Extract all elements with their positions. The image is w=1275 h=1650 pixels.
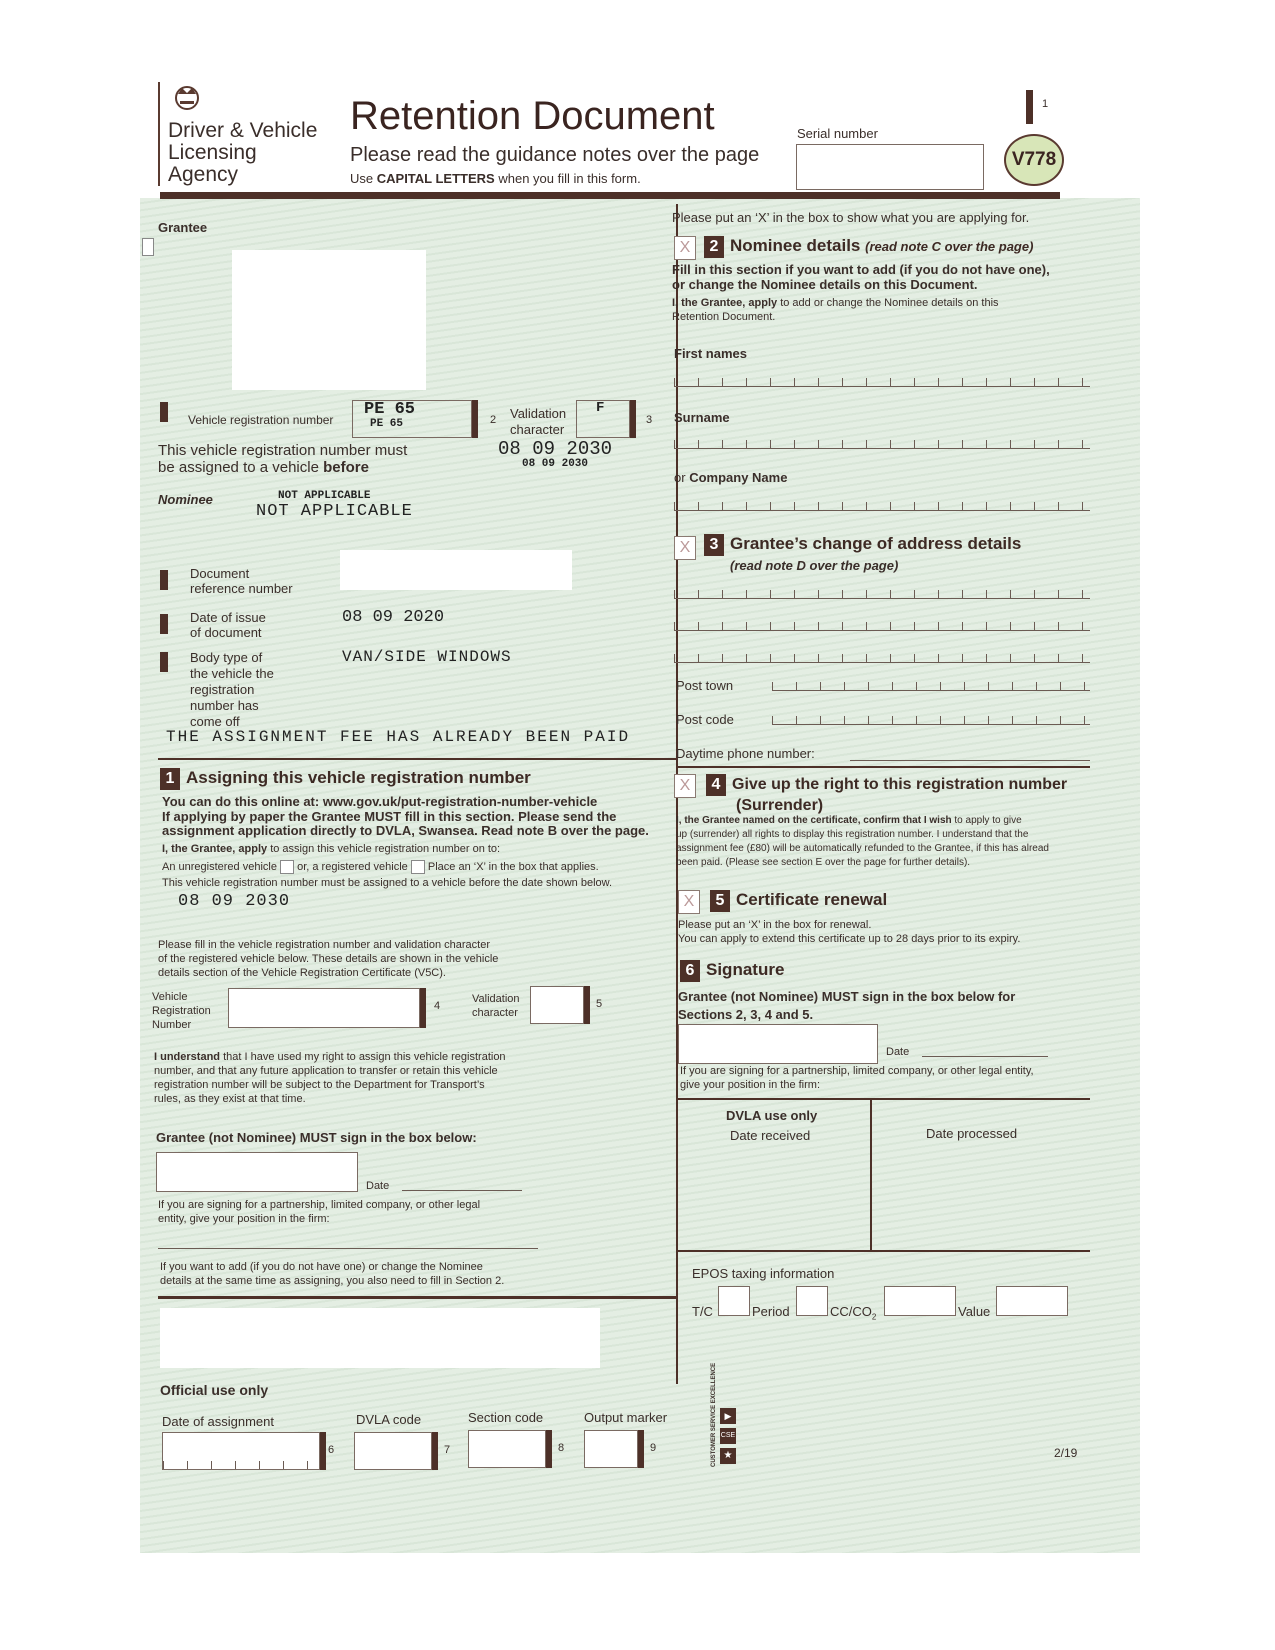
- section5-number: 5: [710, 890, 730, 912]
- box-number-3: 3: [646, 414, 653, 426]
- new-val-field[interactable]: [530, 986, 584, 1024]
- before-line-2-text: be assigned to a vehicle: [158, 459, 319, 476]
- section-code-label: Section code: [468, 1410, 544, 1425]
- dvla-code-end: [432, 1432, 438, 1470]
- agency-name: [168, 120, 317, 186]
- section4-title-2: (Surrender): [736, 797, 824, 814]
- post-town-label: Post town: [676, 678, 734, 693]
- capitals-note: [350, 171, 641, 186]
- post-code-field[interactable]: [772, 708, 1090, 725]
- page-subtitle: Please read the guidance notes over the page: [350, 144, 760, 166]
- value-field[interactable]: [996, 1286, 1068, 1316]
- cse-play-icon: ▶: [720, 1408, 736, 1424]
- section6-date-line[interactable]: [922, 1056, 1048, 1057]
- docref-label-2: reference number: [190, 581, 293, 596]
- cc-label: [830, 1304, 876, 1322]
- nominee-value: NOT APPLICABLE: [256, 502, 413, 521]
- post-town-field[interactable]: [772, 674, 1090, 691]
- phone-label: Daytime phone number:: [676, 746, 815, 761]
- section2-apply: [672, 296, 999, 324]
- before-text: [158, 442, 407, 476]
- box-number-4: 4: [434, 1000, 441, 1012]
- section2-apply-1: [672, 296, 999, 310]
- body-label-5: come off: [190, 714, 240, 729]
- section4-line-1: [676, 814, 1049, 828]
- capitals-bold: CAPITAL LETTERS: [376, 171, 495, 186]
- section1-position-line[interactable]: [158, 1248, 538, 1249]
- left-rule-2: [158, 1296, 676, 1299]
- date-received-label: Date received: [730, 1128, 811, 1143]
- official-redacted: [160, 1308, 600, 1368]
- understand-line-3: registration number will be subject to the Department for Transport’s: [154, 1079, 485, 1091]
- section1-partner-1: If you are signing for a partnership, limited company, or other legal: [158, 1199, 481, 1211]
- nominee-note-1: If you want to add (if you do not have one) or change the Nominee: [160, 1261, 483, 1273]
- right-rule-1: [676, 766, 1090, 768]
- date-assign-end: [320, 1432, 326, 1470]
- new-val-label: [472, 992, 520, 1020]
- docref-label: [190, 566, 293, 596]
- tc-label: T/C: [692, 1304, 713, 1319]
- understand-line-4: rules, as they exist at that time.: [154, 1093, 306, 1105]
- official-title: Official use only: [160, 1382, 269, 1398]
- page-title: Retention Document: [350, 94, 715, 138]
- cse-text: CUSTOMER SERVICE EXCELLENCE: [711, 1362, 717, 1467]
- section1-date-line[interactable]: [402, 1190, 522, 1191]
- company-prefix: or: [674, 470, 686, 485]
- new-vrn-label-1: Vehicle: [152, 991, 188, 1003]
- tc-field[interactable]: [718, 1286, 750, 1316]
- output-marker-end: [638, 1430, 644, 1468]
- section5-title: Certificate renewal: [736, 890, 888, 909]
- agency-line-2: Licensing: [168, 141, 257, 164]
- vrn-label: Vehicle registration number: [188, 413, 334, 427]
- body-value: VAN/SIDE WINDOWS: [342, 648, 512, 666]
- before-line-1: This vehicle registration number must: [158, 442, 408, 459]
- box-number-2: 2: [490, 414, 497, 426]
- date-assign-field[interactable]: [162, 1432, 320, 1470]
- section1-apply-rest: to assign this vehicle registration number on to:: [270, 843, 501, 855]
- section3-note: (read note D over the page): [730, 558, 899, 573]
- new-val-end: [584, 986, 590, 1024]
- right-intro: Please put an ‘X’ in the box to show what you are applying for.: [672, 210, 1030, 225]
- body-label-4: number has: [190, 698, 259, 713]
- section6-text: [678, 988, 1015, 1024]
- box-number-8: 8: [558, 1442, 565, 1454]
- dvla-code-field[interactable]: [354, 1432, 432, 1470]
- section6-partner-2: give your position in the firm:: [680, 1079, 821, 1091]
- form-code: V778: [1011, 149, 1057, 170]
- fill-line-2: of the registered vehicle below. These details are shown in the vehicle: [158, 953, 499, 965]
- section1-apply: [162, 842, 500, 856]
- body-label-1: Body type of: [190, 650, 263, 665]
- section1-partner-2: entity, give your position in the firm:: [158, 1213, 330, 1225]
- section6-line-2: Sections 2, 3, 4 and 5.: [678, 1007, 814, 1022]
- section-code-end: [546, 1430, 552, 1468]
- company-field[interactable]: [674, 494, 1090, 511]
- body-label-3: registration: [190, 682, 255, 697]
- phone-field[interactable]: [850, 760, 1090, 761]
- body-marker: [160, 652, 168, 672]
- section4-bold: I, the Grantee named on the certificate, confirm that I wish: [676, 815, 952, 826]
- section2-line-2: or change the Nominee details on this Document.: [672, 277, 978, 292]
- page-marker: [1026, 90, 1033, 124]
- new-vrn-label-3: Number: [152, 1019, 192, 1031]
- validation-label-2: character: [510, 422, 565, 437]
- epos-label: EPOS taxing information: [692, 1266, 835, 1281]
- period-label: Period: [752, 1304, 790, 1319]
- serial-number-field[interactable]: [796, 144, 984, 190]
- vrn-box-end: [472, 400, 478, 438]
- section1-number: 1: [160, 768, 180, 790]
- cse-star-icon: ★: [720, 1448, 736, 1464]
- validation-label-1: Validation: [510, 406, 567, 421]
- section4-title-1: Give up the right to this registration number: [732, 776, 1068, 793]
- dvla-use-divider: [870, 1100, 872, 1250]
- section1-paper-1: If applying by paper the Grantee MUST fill in this section. Please send the: [162, 809, 617, 824]
- left-rule-1: [158, 758, 676, 760]
- section2-note: (read note C over the page): [865, 239, 1034, 254]
- section3-number: 3: [704, 534, 724, 556]
- section4-line-2: up (surrender) all rights to display this registration number. I understand that the: [676, 829, 1029, 840]
- epos-rule: [676, 1250, 1090, 1252]
- output-marker-label: Output marker: [584, 1410, 668, 1425]
- grantee-checkbox: [142, 238, 154, 256]
- first-names-field[interactable]: [674, 370, 1090, 387]
- box-number-6: 6: [328, 1444, 335, 1456]
- section1-date-label: Date: [366, 1180, 390, 1192]
- grantee-address-redacted: [232, 250, 426, 390]
- section1-heading: [160, 768, 531, 790]
- new-vrn-field[interactable]: [228, 988, 420, 1028]
- section1-sign-label: Grantee (not Nominee) MUST sign in the box below:: [156, 1130, 477, 1145]
- section6-line-1: Grantee (not Nominee) MUST sign in the box below for: [678, 989, 1016, 1004]
- section1-title: Assigning this vehicle registration number: [186, 768, 531, 787]
- section1-paper: [162, 810, 649, 838]
- section6-partner-1: If you are signing for a partnership, limited company, or other legal entity,: [680, 1065, 1034, 1077]
- section6-date-label: Date: [886, 1046, 910, 1058]
- section1-apply-bold: I, the Grantee, apply: [162, 843, 268, 855]
- nominee-value-small: NOT APPLICABLE: [278, 490, 371, 502]
- vrn-value-small: PE 65: [370, 418, 404, 430]
- section6-title: Signature: [706, 960, 785, 979]
- first-names-label: First names: [674, 346, 747, 361]
- docref-marker: [160, 570, 168, 590]
- section2-apply-2: Retention Document.: [672, 311, 776, 323]
- validation-box-end: [630, 400, 636, 438]
- new-vrn-end: [420, 988, 426, 1028]
- new-val-label-2: character: [472, 1007, 518, 1019]
- before-date-small: 08 09 2030: [522, 458, 589, 470]
- issue-label: [190, 610, 266, 640]
- section4-number: 4: [706, 774, 726, 796]
- registered-checkbox[interactable]: [411, 860, 425, 874]
- crown-logo: [170, 84, 204, 112]
- section5-x: X: [683, 893, 695, 910]
- dvla-use-title: DVLA use only: [726, 1108, 818, 1123]
- section3-heading: [704, 534, 1021, 556]
- section2-title: Nominee details: [730, 236, 861, 255]
- validation-value: F: [596, 400, 605, 416]
- body-label-2: the vehicle the: [190, 666, 274, 681]
- vrn-value: PE 65: [364, 400, 416, 419]
- section1-online: You can do this online at: www.gov.uk/put-registration-number-vehicle: [162, 794, 598, 809]
- section4-x: X: [679, 777, 691, 794]
- section2-line-1: Fill in this section if you want to add (if you do not have one),: [672, 262, 1050, 277]
- agency-line-1: Driver & Vehicle: [168, 119, 318, 142]
- section5-line-1: Please put an ‘X’ in the box for renewal.: [678, 919, 872, 931]
- cse-badge: CSE: [720, 1428, 736, 1444]
- section2-text: [672, 262, 1050, 292]
- section5-line-2: You can apply to extend this certificate up to 28 days prior to its expiry.: [678, 933, 1021, 945]
- section5-heading: [710, 890, 887, 912]
- cc-text: CC/CO: [830, 1304, 872, 1319]
- company-label: [674, 470, 787, 485]
- form-code-badge: [1004, 134, 1064, 186]
- grantee-label: Grantee: [158, 220, 208, 235]
- section4-heading: [706, 774, 1067, 815]
- section3-checkbox[interactable]: [674, 536, 696, 560]
- cse-logo: [692, 1362, 744, 1474]
- retention-document-form: [140, 68, 1140, 1553]
- header-rule: [160, 192, 1060, 199]
- issue-label-1: Date of issue: [190, 610, 266, 625]
- address-line-2[interactable]: [674, 614, 1090, 631]
- cc-field[interactable]: [884, 1286, 956, 1316]
- docref-label-1: Document: [190, 566, 250, 581]
- before-bold: before: [323, 459, 369, 476]
- section2-number: 2: [704, 236, 724, 258]
- fee-text: THE ASSIGNMENT FEE HAS ALREADY BEEN PAID: [166, 728, 631, 746]
- section4-line-4: been paid. (Please see section E over the page for further details).: [676, 857, 971, 868]
- serial-label: Serial number: [797, 126, 878, 141]
- section1-signature-field[interactable]: [156, 1152, 358, 1192]
- unregistered-checkbox[interactable]: [280, 860, 294, 874]
- form-version: 2/19: [1054, 1446, 1078, 1460]
- post-code-label: Post code: [676, 712, 734, 727]
- nominee-note-2: details at the same time as assigning, you also need to fill in Section 2.: [160, 1275, 505, 1287]
- nominee-label: Nominee: [158, 492, 213, 507]
- section4-checkbox[interactable]: [674, 774, 696, 798]
- vrn-marker: [160, 402, 168, 422]
- section5-text: [678, 918, 1020, 946]
- dvla-code-label: DVLA code: [356, 1412, 422, 1427]
- section-code-field[interactable]: [468, 1430, 546, 1468]
- body-label: [190, 650, 274, 730]
- new-val-label-1: Validation: [472, 993, 520, 1005]
- page-number: 1: [1042, 98, 1049, 110]
- understand-line-2: number, and that any future application to transfer or retain this vehicle: [154, 1065, 498, 1077]
- output-marker-field[interactable]: [584, 1430, 638, 1468]
- period-field[interactable]: [796, 1286, 828, 1316]
- new-vrn-label-2: Registration: [152, 1005, 211, 1017]
- section6-number: 6: [680, 960, 700, 982]
- understand-bold: I understand: [154, 1051, 221, 1063]
- section2-heading: [704, 236, 1033, 258]
- section4-rest: to apply to give: [954, 815, 1022, 826]
- section1-choice: [162, 860, 599, 874]
- address-line-1[interactable]: [674, 582, 1090, 599]
- issue-value: 08 09 2020: [342, 608, 445, 627]
- fill-line-1: Please fill in the vehicle registration number and validation character: [158, 939, 491, 951]
- registered-label: or, a registered vehicle: [297, 861, 408, 873]
- section4-text: [676, 814, 1049, 870]
- section1-paper-2: assignment application directly to DVLA, Swansea. Read note B over the page.: [162, 823, 649, 838]
- section6-signature-field[interactable]: [678, 1024, 878, 1064]
- issue-label-2: of document: [190, 625, 262, 640]
- address-line-3[interactable]: [674, 646, 1090, 663]
- section2-apply-bold: I, the Grantee, apply: [672, 297, 778, 309]
- dvla-use-rule: [676, 1098, 1090, 1100]
- section2-apply-rest: to add or change the Nominee details on this: [780, 297, 999, 309]
- company-bold: Company Name: [689, 470, 788, 485]
- agency-divider: [158, 82, 160, 186]
- box-number-7: 7: [444, 1444, 451, 1456]
- fill-line-3: details section of the Vehicle Registration Certificate (V5C).: [158, 967, 446, 979]
- section1-nominee-note: [160, 1260, 504, 1288]
- date-processed-label: Date processed: [926, 1126, 1018, 1141]
- section5-checkbox[interactable]: [678, 890, 700, 914]
- cc-sub: 2: [871, 1312, 877, 1322]
- surname-label: Surname: [674, 410, 730, 425]
- section6-partner: [680, 1064, 1034, 1092]
- new-vrn-label: [152, 990, 211, 1032]
- issue-marker: [160, 614, 168, 634]
- capitals-suffix: when you fill in this form.: [498, 171, 641, 186]
- capitals-prefix: Use: [350, 171, 374, 186]
- box-number-5: 5: [596, 998, 603, 1010]
- before-date: 08 09 2030: [498, 438, 613, 460]
- agency-line-3: Agency: [168, 163, 239, 186]
- section1-partner: [158, 1198, 480, 1226]
- understand-line-1: [154, 1050, 506, 1064]
- section4-line-3: assignment fee (£80) will be automatically refunded to the Grantee, if this has alread: [676, 843, 1049, 854]
- section1-date: 08 09 2030: [178, 892, 291, 911]
- section1-fill: [158, 938, 498, 980]
- section2-x: X: [679, 239, 691, 256]
- section3-x: X: [679, 539, 691, 556]
- date-assign-label: Date of assignment: [162, 1414, 275, 1429]
- before-line-2: [158, 459, 407, 476]
- value-label: Value: [958, 1304, 991, 1319]
- section6-heading: [680, 960, 784, 982]
- box-number-9: 9: [650, 1442, 657, 1454]
- section1-must: This vehicle registration number must be assigned to a vehicle before the date shown below.: [162, 877, 613, 889]
- docref-redacted: [340, 550, 572, 590]
- surname-field[interactable]: [674, 432, 1090, 449]
- section3-title: Grantee’s change of address details: [730, 534, 1022, 553]
- section2-checkbox[interactable]: [674, 236, 696, 260]
- understand-text: [154, 1050, 506, 1106]
- understand-line-1-text: that I have used my right to assign this vehicle registration: [223, 1051, 506, 1063]
- place-x-note: Place an ‘X’ in the box that applies.: [427, 861, 599, 873]
- unregistered-label: An unregistered vehicle: [162, 861, 277, 873]
